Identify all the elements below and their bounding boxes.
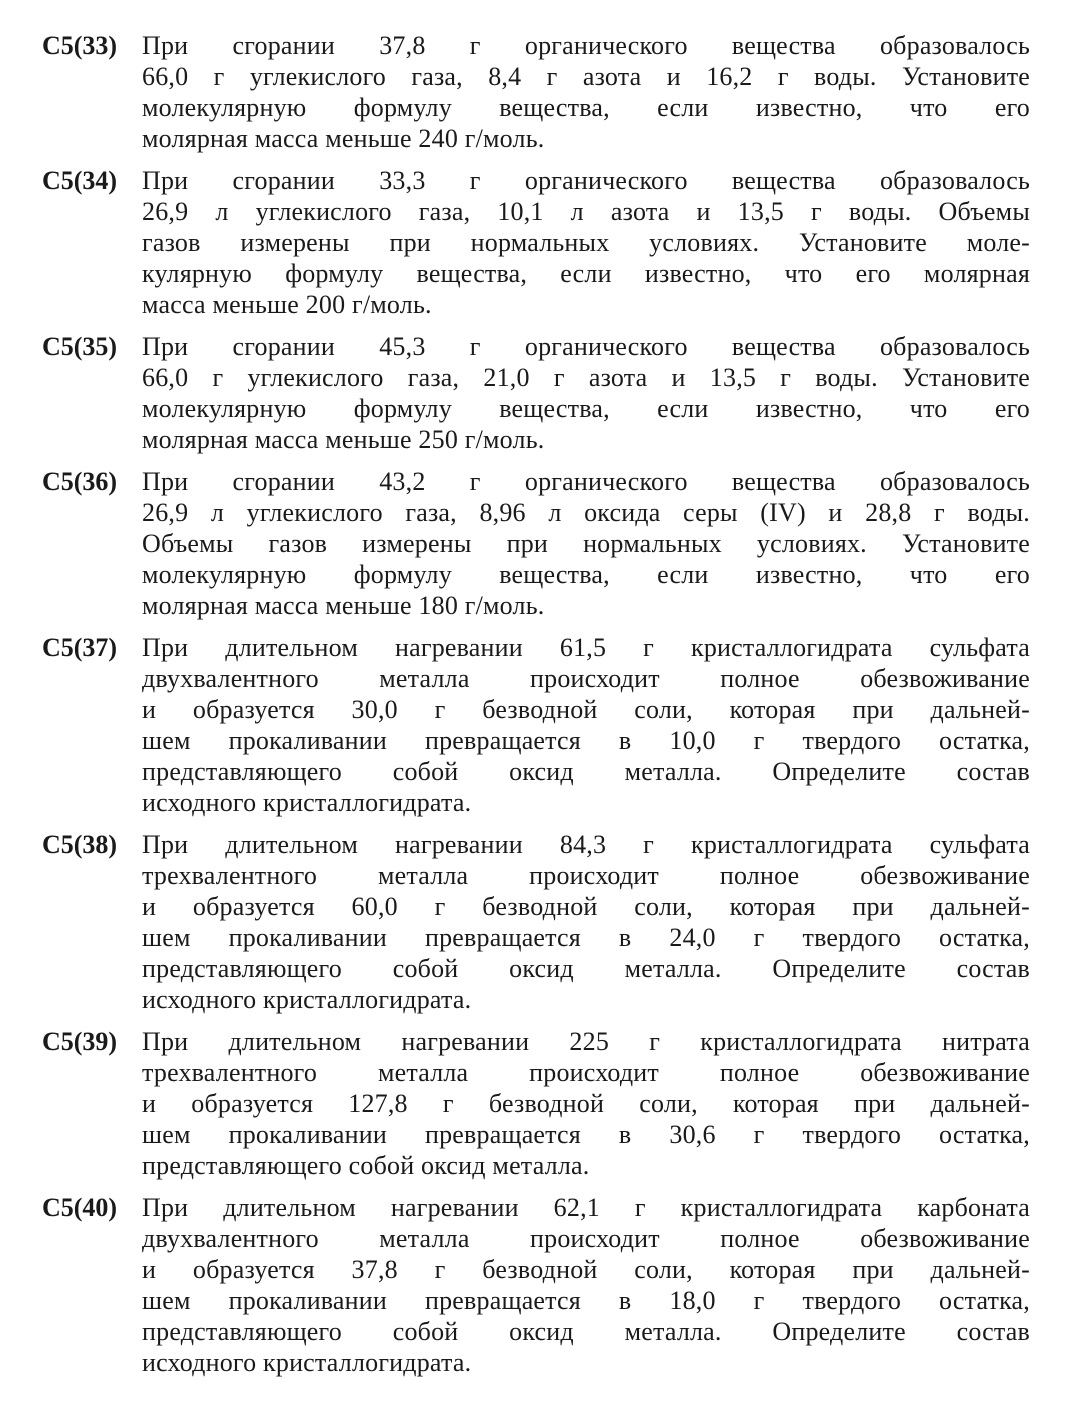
problem-text-line: При длительном нагревании 62,1 г кристаллогидрата карбоната <box>142 1193 1030 1222</box>
problem-text-line: При длительном нагревании 84,3 г кристаллогидрата сульфата <box>142 830 1030 859</box>
problem-text-line: представляющего собой оксид металла. Определите состав <box>142 757 1030 786</box>
problem-text-line: 66,0 г углекислого газа, 8,4 г азота и 16,2 г воды. Установите <box>142 62 1030 91</box>
problem-text-line: При сгорании 33,3 г органического вещества образовалось <box>142 166 1030 195</box>
problem-number: C5(39) <box>42 1027 118 1056</box>
problem-number: C5(36) <box>42 467 118 496</box>
problem-text-line: кулярную формулу вещества, если известно, что его молярная <box>142 259 1030 288</box>
problem-text-line: исходного кристаллогидрата. <box>142 1348 472 1377</box>
problem-text-line: и образуется 127,8 г безводной соли, которая при дальней- <box>142 1089 1030 1118</box>
problem-number: C5(35) <box>42 332 118 361</box>
problem-text-line: 26,9 л углекислого газа, 10,1 л азота и 13,5 г воды. Объемы <box>142 197 1030 226</box>
problem-text-line: и образуется 30,0 г безводной соли, которая при дальней- <box>142 695 1030 724</box>
problem-item <box>42 1192 1030 1378</box>
problem-text-line: При длительном нагревании 225 г кристаллогидрата нитрата <box>142 1027 1030 1056</box>
problem-text-line: шем прокаливании превращается в 18,0 г твердого остатка, <box>142 1286 1030 1315</box>
problem-text-line: При длительном нагревании 61,5 г кристаллогидрата сульфата <box>142 633 1030 662</box>
problem-text-line: исходного кристаллогидрата. <box>142 788 472 817</box>
problem-text-line: и образуется 37,8 г безводной соли, которая при дальней- <box>142 1255 1030 1284</box>
problem-text-line: шем прокаливании превращается в 24,0 г твердого остатка, <box>142 923 1030 952</box>
problem-text <box>142 632 1030 818</box>
problem-text-line: трехвалентного металла происходит полное обезвоживание <box>142 861 1030 890</box>
problem-text <box>142 165 1030 320</box>
problem-text-line: молекулярную формулу вещества, если известно, что его <box>142 93 1030 122</box>
problem-item <box>42 829 1030 1015</box>
problem-text-line: молярная масса меньше 250 г/моль. <box>142 425 545 454</box>
problem-text-line: трехвалентного металла происходит полное обезвоживание <box>142 1058 1030 1087</box>
problem-text <box>142 30 1030 154</box>
problem-number: C5(38) <box>42 830 118 859</box>
problem-text-line: молекулярную формулу вещества, если известно, что его <box>142 394 1030 423</box>
problem-text-line: При сгорании 37,8 г органического вещества образовалось <box>142 31 1030 60</box>
problem-text <box>142 829 1030 1015</box>
problem-text-line: При сгорании 43,2 г органического вещества образовалось <box>142 467 1030 496</box>
problem-text-line: двухвалентного металла происходит полное обезвоживание <box>142 1224 1030 1253</box>
problem-text-line: представляющего собой оксид металла. Определите состав <box>142 1317 1030 1346</box>
problem-item <box>42 165 1030 320</box>
problem-item <box>42 331 1030 455</box>
problem-text-line: 66,0 г углекислого газа, 21,0 г азота и 13,5 г воды. Установите <box>142 363 1030 392</box>
problem-text <box>142 1192 1030 1378</box>
problem-text-line: При сгорании 45,3 г органического вещества образовалось <box>142 332 1030 361</box>
problem-item <box>42 632 1030 818</box>
problem-number: C5(37) <box>42 633 118 662</box>
problem-number: C5(34) <box>42 166 118 195</box>
problem-text-line: молярная масса меньше 240 г/моль. <box>142 124 545 153</box>
problem-text-line: исходного кристаллогидрата. <box>142 985 472 1014</box>
problem-text-line: шем прокаливании превращается в 30,6 г твердого остатка, <box>142 1120 1030 1149</box>
problem-text-line: Объемы газов измерены при нормальных условиях. Установите <box>142 529 1030 558</box>
problem-item <box>42 30 1030 154</box>
problem-number: C5(33) <box>42 31 118 60</box>
problem-text-line: газов измерены при нормальных условиях. Установите моле- <box>142 228 1030 257</box>
problem-text-line: и образуется 60,0 г безводной соли, которая при дальней- <box>142 892 1030 921</box>
problem-text-line: двухвалентного металла происходит полное обезвоживание <box>142 664 1030 693</box>
problem-text <box>142 466 1030 621</box>
problem-number: C5(40) <box>42 1193 118 1222</box>
problem-text <box>142 331 1030 455</box>
problem-text-line: шем прокаливании превращается в 10,0 г твердого остатка, <box>142 726 1030 755</box>
problem-text-line: масса меньше 200 г/моль. <box>142 290 432 319</box>
problem-text <box>142 1026 1030 1181</box>
problem-item <box>42 466 1030 621</box>
problem-text-line: молярная масса меньше 180 г/моль. <box>142 591 545 620</box>
problem-text-line: представляющего собой оксид металла. <box>142 1151 590 1180</box>
problem-text-line: молекулярную формулу вещества, если известно, что его <box>142 560 1030 589</box>
problem-text-line: представляющего собой оксид металла. Определите состав <box>142 954 1030 983</box>
problem-page <box>42 30 1030 1389</box>
problem-text-line: 26,9 л углекислого газа, 8,96 л оксида серы (IV) и 28,8 г воды. <box>142 498 1030 527</box>
problem-item <box>42 1026 1030 1181</box>
